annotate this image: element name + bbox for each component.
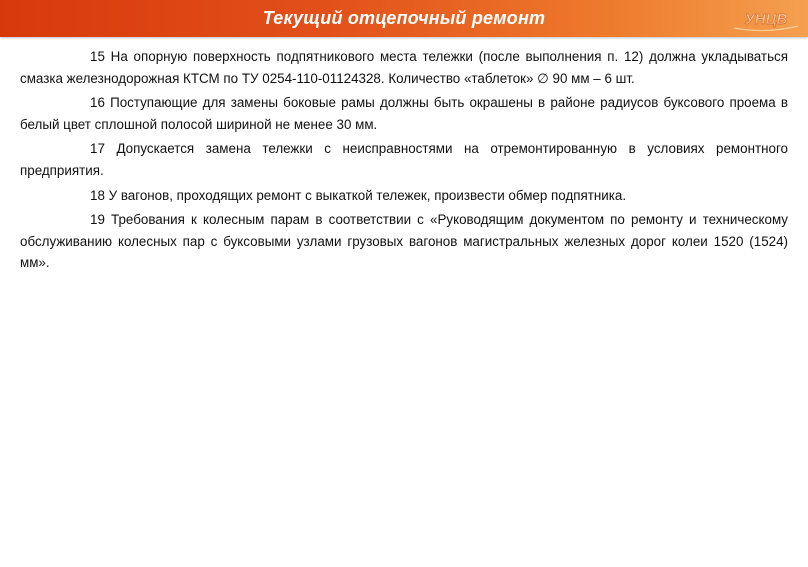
document-body — [20, 46, 788, 277]
title-bar — [0, 0, 808, 37]
paragraph-18: 18 У вагонов, проходящих ремонт с выкаткой тележек, произвести обмер подпятника. — [90, 187, 627, 203]
paragraph-17: 17 Допускается замена тележки с неисправностями на отремонтированную в условиях ремонтного предприятия. — [20, 141, 788, 178]
logo-icon — [730, 4, 802, 34]
svg-text:УНЦВ: УНЦВ — [744, 11, 788, 28]
paragraph-16: 16 Поступающие для замены боковые рамы должны быть окрашены в районе радиусов буксового проема в белый цвет сплошной полосой шириной не менее 30 мм. — [20, 95, 788, 132]
paragraph-19: 19 Требования к колесным парам в соответствии с «Руководящим документом по ремонту и техническому обслуживанию колесных пар с буксовыми узлами грузовых вагонов магистральных железных дорог колеи 1520 (1524) мм». — [20, 212, 788, 271]
slide-title: Текущий отцепочный ремонт — [262, 8, 546, 28]
paragraph-15: 15 На опорную поверхность подпятникового места тележки (после выполнения п. 12) должна укладываться смазка железнодорожная КТСМ по ТУ 0254-110-01124328. Количество «таблеток» ∅ 90 мм – 6 шт. — [20, 49, 788, 86]
